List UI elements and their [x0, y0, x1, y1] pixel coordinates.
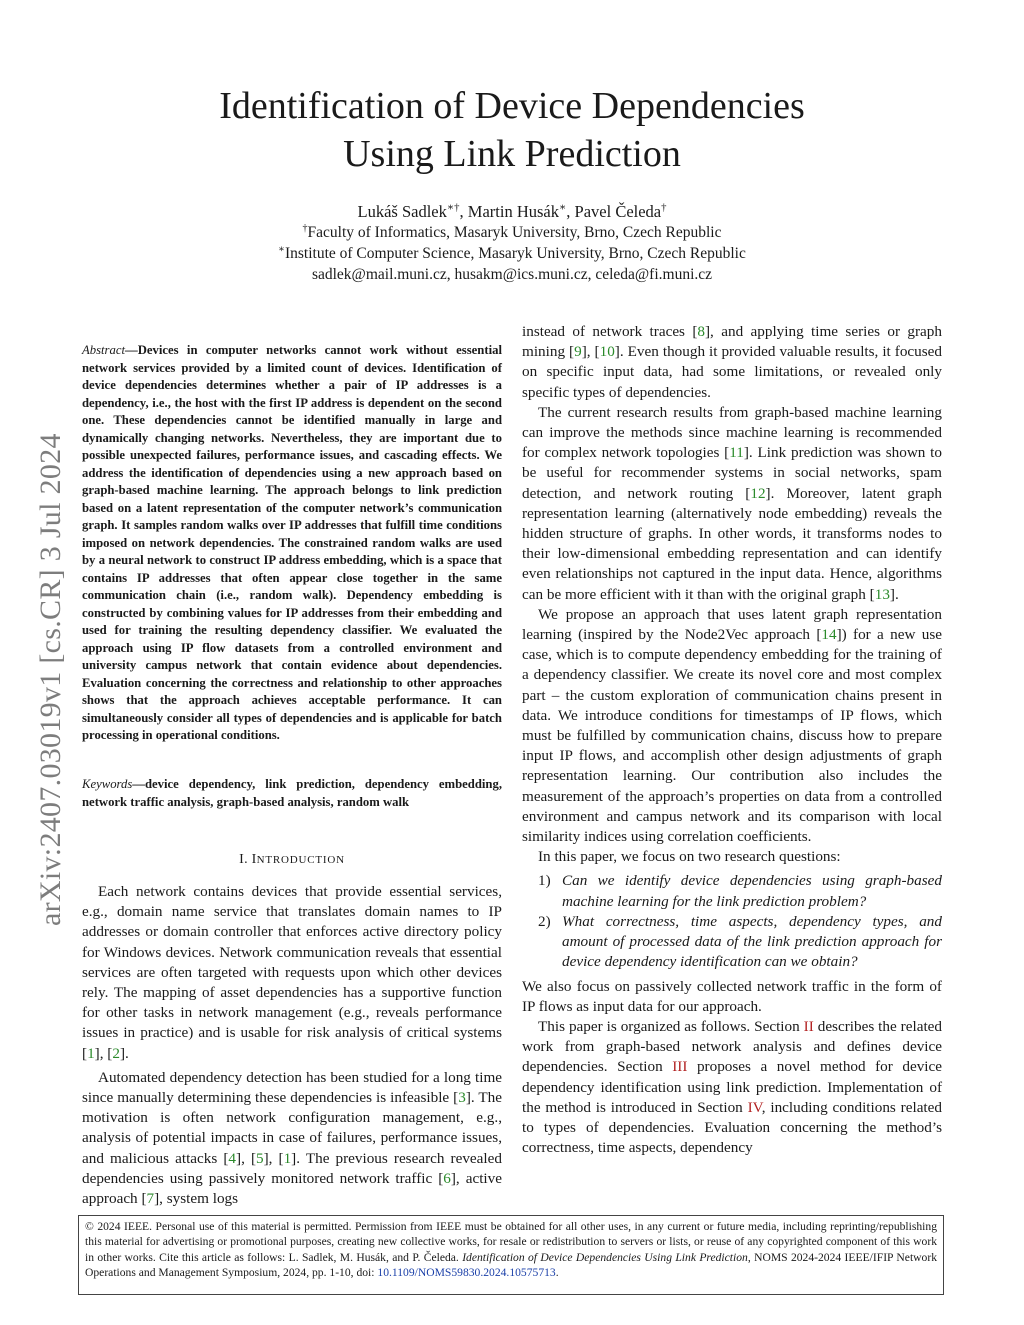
keywords-label: Keywords — [82, 777, 133, 791]
copyright-text: , NOMS 2024-2024 IEEE/IFIP Network Operations and Management Symposium, 2024, pp. 1-10, doi: — [85, 1250, 937, 1280]
section-link[interactable]: II — [803, 1017, 814, 1035]
paragraph: We propose an approach that uses latent graph representation learning (inspired by the Node2Vec approach [14]) for a new use case, which is to compute dependency embedding for the training of a dependency classifier. We create its novel core and most complex part – the custom exploration of communication chains present in data. We introduce conditions for timestamps of IP flows, which must be fulfilled by communication chains, discuss how to prepare input IP flows, and accomplish other design adjustments of graph representation learning. Our contribution also includes the measurement of the approach’s properties on data from a controlled environment and campus network and its comparison with local similarity indices using correlation coefficients. — [522, 605, 942, 846]
section-cap: I — [251, 852, 257, 867]
copyright-text: . — [555, 1266, 559, 1280]
doi-link[interactable]: 10.1109/NOMS59830.2024.10575713 — [377, 1266, 556, 1280]
author-mark: ∗† — [446, 201, 460, 214]
paragraph: instead of network traces [8], and applying time series or graph mining [9], [10]. Even though it provided valuable results, it focused on specific input data, had some limitations, or revealed only specific types of dependencies. — [522, 323, 942, 401]
introduction-left-column — [82, 882, 502, 1209]
citation-link[interactable]: 7 — [146, 1190, 155, 1208]
abstract — [82, 342, 502, 745]
author-name: Pavel Čeleda — [574, 202, 662, 221]
section-smallcaps: NTRODUCTION — [256, 854, 345, 866]
section-link[interactable]: IV — [747, 1098, 762, 1116]
research-question — [522, 871, 942, 911]
research-questions — [522, 871, 942, 972]
author-separator: , — [566, 202, 575, 221]
affiliation-2 — [0, 244, 1024, 264]
author-name: Lukáš Sadlek — [357, 202, 447, 221]
title-line-2: Using Link Prediction — [343, 133, 681, 175]
citation-link[interactable]: 13 — [874, 585, 890, 603]
rq-text: Can we identify device dependencies using graph-based machine learning for the link prediction problem? — [562, 872, 942, 910]
citation-link[interactable]: 11 — [729, 444, 744, 462]
paragraph: Each network contains devices that provide essential services, e.g., domain name service that translates domain names to IP addresses or domain controller that enforces active directory policy for Windows devices. Network communication reveals that essential services are often targeted with requests upon which other devices rely. The mapping of asset dependencies has a supportive function for other tasks in network management (e.g., reveals performance issues in practice) and is usable for risk analysis of critical systems [1], [2]. — [82, 883, 502, 1062]
author-name: Martin Husák — [467, 202, 559, 221]
citation-link[interactable]: 3 — [458, 1089, 466, 1107]
citation-link[interactable]: 9 — [574, 343, 582, 361]
rq-number: 2) — [538, 912, 551, 930]
citation-link[interactable]: 1 — [283, 1149, 292, 1167]
keywords — [82, 776, 502, 811]
paper-title — [0, 82, 1024, 178]
section-link[interactable]: III — [672, 1058, 688, 1076]
paragraph: We also focus on passively collected network traffic in the form of IP flows as input data for our approach. — [522, 977, 942, 1015]
citation-link[interactable]: 1 — [87, 1044, 95, 1062]
affiliation-mark: † — [302, 222, 308, 234]
citation-link[interactable]: 5 — [256, 1149, 264, 1167]
citation-link[interactable]: 14 — [821, 626, 837, 644]
right-column — [522, 322, 942, 1158]
paragraph: This paper is organized as follows. Section II describes the related work from graph-based network analysis and defines device dependencies. Section III proposes a novel method for device dependency identification using link prediction. Implementation of the method is introduced in Section IV, including conditions related to types of dependencies. Evaluation concerning the method’s correctness, time aspects, dependency — [522, 1017, 943, 1157]
citation-link[interactable]: 4 — [228, 1149, 237, 1167]
paragraph: In this paper, we focus on two research questions: — [538, 848, 841, 866]
affiliation-1 — [0, 223, 1024, 243]
paragraph: The current research results from graph-based machine learning can improve the methods since machine learning is recommended for complex network topologies [11]. Link prediction was shown to be useful for recommender systems in social networks, spam detection, and network routing [12]. Moreover, latent graph representation learning (alternatively node embedding) reveals the hidden structure of graphs. In other words, it transforms nodes to their low-dimensional embedding representation and can identify even relationships not captured in the input data. Hence, algorithms can be more efficient with it than with the original graph [13]. — [522, 403, 942, 603]
citation-link[interactable]: 8 — [697, 323, 705, 340]
citation-link[interactable]: 2 — [112, 1044, 120, 1062]
section-heading-introduction — [82, 852, 502, 868]
author-list — [0, 201, 1024, 222]
author-mark: † — [661, 201, 667, 214]
author-mark: ∗ — [558, 201, 567, 214]
abstract-text: —Devices in computer networks cannot work without essential network services provided by a limited count of devices. Identification of device dependencies determines whether a pair of IP addresses is a dependency, i.e., the host with the first IP address is dependent on the second one. These dependencies cannot be identified manually in large and dynamically changing networks. Nevertheless, they are important due to possible unexpected failures, performance issues, and cascading effects. We address the identification of dependencies using a new approach based on graph-based machine learning. The approach belongs to link prediction based on a latent representation of the computer network’s communication graph. It samples random walks over IP addresses that fulfill time conditions imposed on network dependencies. The constrained random walks are used by a neural network to construct IP address embedding, which is a space that contains IP addresses that often appear close together in the same communication chain (i.e., random walk). Dependency embedding is constructed by combining values for IP addresses from their embedding and used for training the resulting dependency classifier. We evaluated the approach using IP flow datasets from a controlled environment and university campus network that contain evidence about dependencies. Evaluation concerning the correctness and relationship to other approaches shows that the approach achieves acceptable performance. It can simultaneously consider all types of dependencies and is applicable for batch processing in operational conditions. — [82, 343, 502, 742]
author-separator: , — [459, 202, 468, 221]
rq-number: 1) — [538, 872, 551, 890]
affiliation-text: Faculty of Informatics, Masaryk University, Brno, Czech Republic — [307, 224, 722, 241]
arxiv-stamp: arXiv:2407.03019v1 [cs.CR] 3 Jul 2024 — [34, 433, 67, 926]
abstract-label: Abstract — [82, 343, 125, 357]
keywords-text: —device dependency, link prediction, dependency embedding, network traffic analysis, graph-based analysis, random walk — [82, 777, 502, 809]
copyright-text: © 2024 IEEE. Personal use of this material is permitted. Permission from IEEE must be obtained for all other uses, in any current or future media, including reprinting/republishing this material for advertising or promotional purposes, creating new collective works, for resale or redistribution to servers or lists, or reuse of any copyrighted component of this work in other works. Cite this article as follows: L. Sadlek, M. Husák, and P. Čeleda. — [85, 1220, 937, 1264]
research-question — [522, 912, 942, 973]
affiliation-mark: ∗ — [278, 243, 285, 255]
citation-link[interactable]: 10 — [599, 343, 615, 361]
paragraph: Automated dependency detection has been studied for a long time since manually determining these dependencies is infeasible [3]. The motivation is often network configuration management, e.g., analysis of potential impacts in case of failures, performance issues, and malicious attacks [4], [5], [1]. The previous research revealed dependencies using passively monitored network traffic [6], active approach [7], system logs — [82, 1068, 502, 1208]
citation-link[interactable]: 12 — [750, 484, 766, 502]
rq-text: What correctness, time aspects, dependency types, and amount of processed data of the link prediction approach for device dependency identification can we obtain? — [562, 912, 942, 971]
affiliation-text: Institute of Computer Science, Masaryk University, Brno, Czech Republic — [284, 245, 746, 262]
copyright-title: Identification of Device Dependencies Using Link Prediction — [462, 1250, 748, 1264]
citation-link[interactable]: 6 — [443, 1169, 451, 1187]
copyright-notice — [78, 1215, 944, 1295]
section-numeral: I. — [239, 852, 252, 867]
author-emails[interactable]: sadlek@mail.muni.cz, husakm@ics.muni.cz, celeda@fi.muni.cz — [311, 266, 713, 283]
title-line-1: Identification of Device Dependencies — [219, 85, 805, 127]
